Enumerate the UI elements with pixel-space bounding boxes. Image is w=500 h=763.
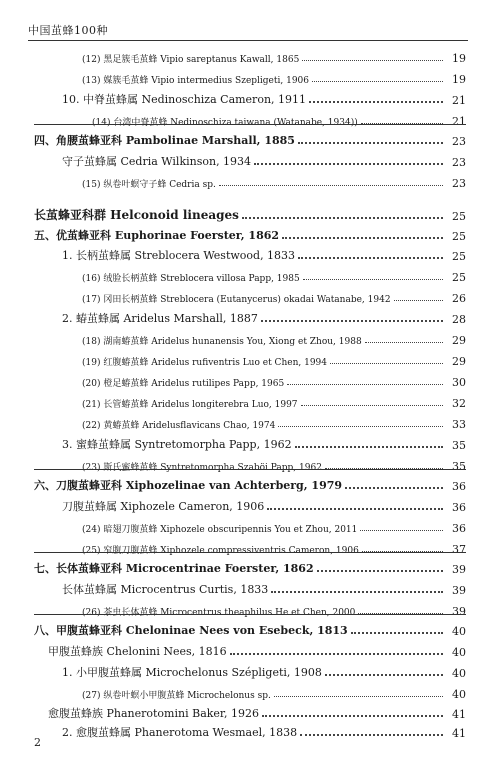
toc-entry-text: 甲腹茧蜂族 Chelonini Nees, 1816 xyxy=(48,645,227,658)
dot-leader xyxy=(330,363,443,364)
toc-entry-text: 10. 中脊茧蜂属 Nedinoschiza Cameron, 1911 xyxy=(62,93,307,106)
dot-leader xyxy=(278,426,443,427)
dot-leader xyxy=(394,300,443,301)
toc-entry-text: 2. 蝽茧蜂属 Aridelus Marshall, 1887 xyxy=(62,312,258,325)
dot-leader xyxy=(267,508,443,510)
toc-entry-page: 40 xyxy=(452,646,466,659)
toc-entry-text: 五、优茧蜂亚科 Euphorinae Foerster, 1862 xyxy=(34,229,280,242)
toc-entry-text: 六、刀腹茧蜂亚科 Xiphozelinae van Achterberg, 1979 xyxy=(34,479,343,492)
dot-leader xyxy=(312,81,443,82)
toc-entry xyxy=(0,327,500,347)
section-divider xyxy=(34,469,466,470)
dot-leader xyxy=(325,674,443,676)
toc-entry-page: 19 xyxy=(452,73,466,86)
dot-leader xyxy=(262,715,443,717)
toc-entry-page: 23 xyxy=(452,177,466,190)
section-divider xyxy=(34,552,466,553)
dot-leader xyxy=(287,384,443,385)
toc-entry-text: (26) 茶虫长体茧蜂 Microcentrus theaphilus He et Chen, 2000 xyxy=(82,608,356,618)
toc-entry-page: 39 xyxy=(452,605,466,618)
toc-entry-text: 3. 蜜蜂茧蜂属 Syntretomorpha Papp, 1962 xyxy=(62,438,292,451)
toc-entry-text: (21) 长管蝽茧蜂 Aridelus longiterebra Luo, 1997 xyxy=(82,400,298,410)
toc-entry-page: 36 xyxy=(452,480,466,493)
dot-leader xyxy=(303,279,443,280)
toc-entry-text: (12) 黑足簇毛茧蜂 Vipio sareptanus Kawall, 1865 xyxy=(82,55,300,65)
toc-entry-text: 2. 愈腹茧蜂属 Phanerotoma Wesmael, 1838 xyxy=(62,726,298,739)
toc-entry-text: 守子茧蜂属 Cedria Wilkinson, 1934 xyxy=(62,155,252,168)
toc-entry-text: 1. 长柄茧蜂属 Streblocera Westwood, 1833 xyxy=(62,249,296,262)
toc-entry-text: (20) 橙足蝽茧蜂 Aridelus rutilipes Papp, 1965 xyxy=(82,379,285,389)
toc-entry xyxy=(0,66,500,86)
toc-entry-text: (13) 媒簇毛茧蜂 Vipio intermedius Szepligeti, 1906 xyxy=(82,76,309,86)
toc-entry-page: 23 xyxy=(452,135,466,148)
toc-entry-text: 长体茧蜂属 Microcentrus Curtis, 1833 xyxy=(62,583,269,596)
dot-leader xyxy=(300,734,443,736)
toc-entry-text: 愈腹茧蜂族 Phanerotomini Baker, 1926 xyxy=(48,707,259,720)
toc-entry-page: 21 xyxy=(452,115,466,128)
dot-leader xyxy=(261,320,443,322)
running-title: 中国茧蜂100种 xyxy=(28,24,108,37)
toc-entry-text: (15) 纵卷叶螟守子蜂 Cedria sp. xyxy=(82,180,216,190)
toc-entry xyxy=(0,515,500,535)
toc-entry-page: 23 xyxy=(452,156,466,169)
toc-entry-page: 25 xyxy=(452,230,466,243)
toc-entry xyxy=(0,453,500,473)
toc-entry-text: 七、长体茧蜂亚科 Microcentrinae Foerster, 1862 xyxy=(34,562,314,575)
toc-entry-text: 刀腹茧蜂属 Xiphozele Cameron, 1906 xyxy=(62,500,265,513)
dot-leader xyxy=(219,185,443,186)
toc-entry xyxy=(0,598,500,618)
page-number: 2 xyxy=(34,736,41,749)
toc-entry xyxy=(0,223,500,243)
toc-entry-page: 26 xyxy=(452,292,466,305)
toc-entry xyxy=(0,306,500,326)
toc-entry-text: (17) 冈田长柄茧蜂 Streblocera (Eutanycerus) okadai Watanabe, 1942 xyxy=(82,295,391,305)
toc-entry-page: 25 xyxy=(452,271,466,284)
toc-entry-page: 21 xyxy=(452,94,466,107)
toc-entry-page: 37 xyxy=(452,543,466,556)
toc-entry xyxy=(0,411,500,431)
dot-leader xyxy=(254,163,443,165)
toc-entry-page: 25 xyxy=(452,210,466,223)
dot-leader xyxy=(360,530,443,531)
toc-entry-page: 29 xyxy=(452,334,466,347)
toc-entry xyxy=(0,285,500,305)
dot-leader xyxy=(309,101,443,103)
toc-entry xyxy=(0,720,500,740)
toc-entry xyxy=(0,264,500,284)
toc-entry xyxy=(0,681,500,701)
toc-entry xyxy=(0,639,500,659)
toc-entry-page: 33 xyxy=(452,418,466,431)
dot-leader xyxy=(271,591,443,593)
dot-leader xyxy=(298,142,443,144)
toc-entry-text: 长茧蜂亚科群 Helconoid lineages xyxy=(34,208,239,222)
section-divider xyxy=(34,124,466,125)
toc-entry xyxy=(0,536,500,556)
toc-entry-page: 35 xyxy=(452,460,466,473)
toc-entry-text: (24) 暗翅刀腹茧蜂 Xiphozele obscuripennis You et Zhou, 2011 xyxy=(82,525,358,535)
dot-leader xyxy=(282,237,443,239)
toc-entry-page: 41 xyxy=(452,708,466,721)
toc-entry-page: 40 xyxy=(452,688,466,701)
toc-entry-text: (14) 台湾中脊茧蜂 Nedinoschiza taiwana (Watanabe, 1934)) xyxy=(92,118,358,128)
toc-entry-page: 30 xyxy=(452,376,466,389)
dot-leader xyxy=(317,570,443,572)
dot-leader xyxy=(230,653,443,655)
toc-entry xyxy=(0,577,500,597)
toc-entry-text: (27) 纵卷叶螟小甲腹茧蜂 Microchelonus sp. xyxy=(82,691,271,701)
toc-entry-page: 36 xyxy=(452,522,466,535)
toc-entry xyxy=(0,149,500,169)
toc-entry xyxy=(0,243,500,263)
toc-entry xyxy=(0,108,500,128)
toc-entry-page: 19 xyxy=(452,52,466,65)
toc-entry-page: 39 xyxy=(452,563,466,576)
toc-entry-text: (19) 红腹蝽茧蜂 Aridelus rufiventris Luo et Chen, 1994 xyxy=(82,358,327,368)
toc-entry xyxy=(0,87,500,107)
toc-entry-page: 41 xyxy=(452,727,466,740)
toc-entry xyxy=(0,473,500,493)
dot-leader xyxy=(242,217,443,219)
toc-entry-text: 八、甲腹茧蜂亚科 Cheloninae Nees von Esebeck, 1813 xyxy=(34,624,348,637)
toc-entry-page: 35 xyxy=(452,439,466,452)
toc-entry xyxy=(0,45,500,65)
toc-entry xyxy=(0,390,500,410)
toc-entry-page: 28 xyxy=(452,313,466,326)
toc-entry xyxy=(0,348,500,368)
toc-entry xyxy=(0,432,500,452)
toc-entry-text: (25) 窄腹刀腹茧蜂 Xiphozele compressiventris Cameron, 1906 xyxy=(82,546,359,556)
dot-leader xyxy=(365,342,443,343)
toc-entry-text: (22) 黄蝽茧蜂 Aridelusflavicans Chao, 1974 xyxy=(82,421,276,431)
toc-entry xyxy=(0,369,500,389)
toc-entry xyxy=(0,128,500,148)
toc-entry-page: 29 xyxy=(452,355,466,368)
section-divider xyxy=(34,614,466,615)
toc-entry-page: 40 xyxy=(452,625,466,638)
dot-leader xyxy=(302,60,443,61)
toc-entry-text: (23) 斯氏蜜蜂茧蜂 Syntretomorpha Szaböi Papp, 1962 xyxy=(82,463,322,473)
dot-leader xyxy=(301,405,443,406)
toc-entry-page: 40 xyxy=(452,667,466,680)
toc-entry xyxy=(0,556,500,576)
toc-entry-text: (18) 湖南蝽茧蜂 Aridelus hunanensis You, Xiong et Zhou, 1988 xyxy=(82,337,362,347)
toc-entry-text: 四、角腰茧蜂亚科 Pambolinae Marshall, 1885 xyxy=(34,134,295,147)
toc-entry xyxy=(0,618,500,638)
toc-entry-text: (16) 绒脸长柄茧蜂 Streblocera villosa Papp, 1985 xyxy=(82,274,300,284)
toc-entry-page: 36 xyxy=(452,501,466,514)
dot-leader xyxy=(298,257,443,259)
dot-leader xyxy=(351,632,443,634)
toc-entry-page: 32 xyxy=(452,397,466,410)
dot-leader xyxy=(274,696,443,697)
dot-leader xyxy=(345,487,443,489)
toc-entry xyxy=(0,660,500,680)
toc-entry xyxy=(0,203,500,223)
toc-entry-page: 25 xyxy=(452,250,466,263)
toc-entry xyxy=(0,701,500,721)
toc-entry-text: 1. 小甲腹茧蜂属 Microchelonus Szépligeti, 1908 xyxy=(62,666,322,679)
dot-leader xyxy=(295,446,443,448)
toc-entry xyxy=(0,494,500,514)
toc-entry-page: 39 xyxy=(452,584,466,597)
toc-entry xyxy=(0,170,500,190)
